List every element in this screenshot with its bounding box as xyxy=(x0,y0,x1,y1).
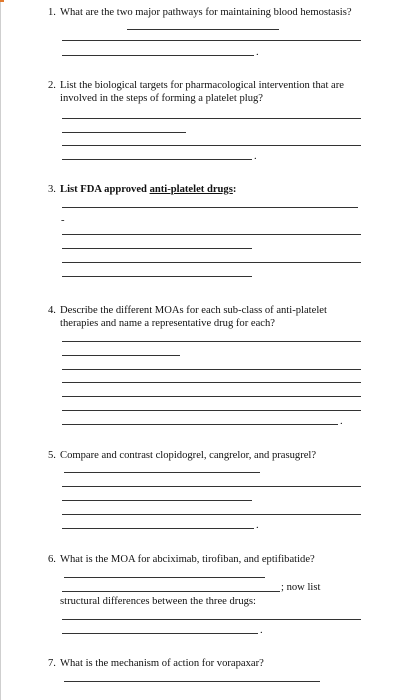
answer-line[interactable] xyxy=(62,55,254,56)
answer-line[interactable] xyxy=(62,633,258,634)
answer-line[interactable] xyxy=(62,341,361,342)
question-2-number: 2. xyxy=(48,80,56,91)
answer-line[interactable] xyxy=(62,262,361,263)
question-1-text: What are the two major pathways for maintaining blood hemostasis? xyxy=(60,7,352,18)
answer-line[interactable] xyxy=(62,486,361,487)
answer-line[interactable] xyxy=(62,248,252,249)
question-2 xyxy=(48,79,366,105)
answer-line[interactable] xyxy=(62,355,180,356)
question-3-text xyxy=(48,183,366,196)
answer-line[interactable] xyxy=(62,396,361,397)
answer-line[interactable] xyxy=(62,591,280,592)
dash-mark: - xyxy=(61,215,65,226)
question-2-text: List the biological targets for pharmacological intervention that are involved in the steps of forming a platelet plug? xyxy=(60,80,344,104)
answer-line[interactable] xyxy=(62,382,361,383)
question-7-text: What is the mechanism of action for vorapaxar? xyxy=(60,658,264,669)
period-mark: . xyxy=(340,416,343,427)
question-3-number: 3. xyxy=(48,184,56,195)
question-6 xyxy=(48,553,366,566)
answer-line[interactable] xyxy=(62,132,186,133)
answer-line[interactable] xyxy=(62,424,338,425)
answer-line[interactable] xyxy=(62,118,361,119)
question-4-number: 4. xyxy=(48,305,56,316)
question-5-text: Compare and contrast clopidogrel, cangrelor, and prasugrel? xyxy=(60,450,317,461)
answer-line[interactable] xyxy=(62,234,361,235)
question-3-text-suffix: : xyxy=(232,184,237,195)
answer-line[interactable] xyxy=(64,681,320,682)
question-6-text: What is the MOA for abciximab, tirofiban, and eptifibatide? xyxy=(60,554,315,565)
question-6-continuation-line: structural differences between the three drugs: xyxy=(60,596,256,607)
question-5-number: 5. xyxy=(48,450,56,461)
answer-line[interactable] xyxy=(62,369,361,370)
answer-line[interactable] xyxy=(62,207,358,208)
answer-line[interactable] xyxy=(64,577,265,578)
question-6-number: 6. xyxy=(48,554,56,565)
period-mark: . xyxy=(256,520,259,531)
page-left-edge xyxy=(0,0,1,700)
answer-line[interactable] xyxy=(62,145,361,146)
period-mark: . xyxy=(254,151,257,162)
question-1 xyxy=(48,6,366,19)
question-4 xyxy=(48,304,366,330)
period-mark: . xyxy=(256,47,259,58)
answer-line[interactable] xyxy=(62,410,361,411)
period-mark: . xyxy=(260,625,263,636)
answer-line[interactable] xyxy=(62,619,361,620)
question-3 xyxy=(48,183,366,196)
answer-line[interactable] xyxy=(64,472,260,473)
question-5 xyxy=(48,449,366,462)
question-1-number: 1. xyxy=(48,7,56,18)
question-3-text-underlined: anti-platelet drugs xyxy=(149,184,233,195)
question-4-text: Describe the different MOAs for each sub-class of anti-platelet therapies and name a representative drug for each? xyxy=(60,305,327,329)
question-7 xyxy=(48,657,366,670)
answer-line[interactable] xyxy=(62,528,254,529)
answer-line[interactable] xyxy=(127,29,279,30)
corner-accent xyxy=(0,0,4,2)
answer-line[interactable] xyxy=(62,276,252,277)
answer-line[interactable] xyxy=(62,159,252,160)
question-6-continuation: ; now list xyxy=(281,582,321,593)
answer-line[interactable] xyxy=(62,40,361,41)
question-3-text-prefix: List FDA approved xyxy=(60,184,150,195)
answer-line[interactable] xyxy=(62,514,361,515)
answer-line[interactable] xyxy=(62,500,252,501)
question-7-number: 7. xyxy=(48,658,56,669)
